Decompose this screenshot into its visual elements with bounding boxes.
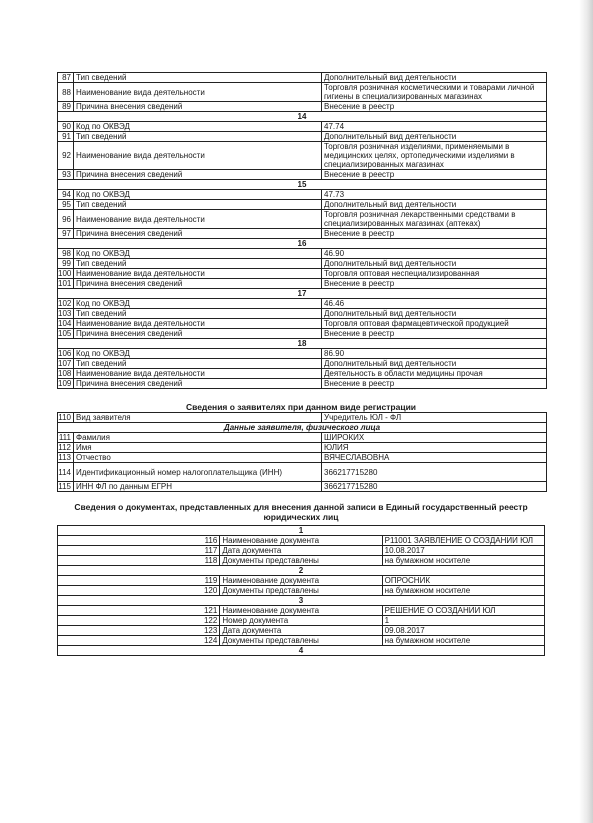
table-row (58, 279, 547, 289)
subsection-title: Данные заявителя, физического лица (58, 423, 547, 433)
section-number: 2 (58, 566, 545, 576)
section-number: 18 (58, 339, 547, 349)
section-number: 17 (58, 289, 547, 299)
field-name: Идентификационный номер налогоплательщика (ИНН) (74, 463, 322, 482)
table-row (58, 329, 547, 339)
row-number: 114 (58, 463, 74, 482)
field-value: 46.46 (322, 299, 547, 309)
section-number-row (58, 112, 547, 122)
field-value: Внесение в реестр (322, 170, 547, 180)
section-number-row (58, 596, 545, 606)
field-value: ВЯЧЕСЛАВОВНА (322, 453, 547, 463)
field-value: Р11001 ЗАЯВЛЕНИЕ О СОЗДАНИИ ЮЛ (382, 536, 544, 546)
row-number: 115 (58, 482, 74, 492)
row-number: 123 (58, 626, 220, 636)
field-value: Учредитель ЮЛ - ФЛ (322, 413, 547, 423)
field-value: Дополнительный вид деятельности (322, 73, 547, 83)
field-value: ШИРОКИХ (322, 433, 547, 443)
table-row (58, 269, 547, 279)
documents-table (57, 525, 545, 656)
table-row (58, 73, 547, 83)
table-row (58, 349, 547, 359)
section-number: 4 (58, 646, 545, 656)
field-name: ИНН ФЛ по данным ЕГРН (74, 482, 322, 492)
row-number: 93 (58, 170, 74, 180)
row-number: 90 (58, 122, 74, 132)
field-name: Фамилия (74, 433, 322, 443)
table-row (58, 536, 545, 546)
row-number: 103 (58, 309, 74, 319)
row-number: 98 (58, 249, 74, 259)
field-value: на бумажном носителе (382, 586, 544, 596)
applicants-table (57, 412, 547, 492)
field-value: 366217715280 (322, 482, 547, 492)
field-name: Документы представлены (220, 636, 382, 646)
row-number: 120 (58, 586, 220, 596)
field-value: Дополнительный вид деятельности (322, 359, 547, 369)
table-row (58, 576, 545, 586)
row-number: 97 (58, 229, 74, 239)
field-name: Тип сведений (74, 200, 322, 210)
field-name: Документы представлены (220, 586, 382, 596)
field-name: Наименование вида деятельности (74, 210, 322, 229)
table-row (58, 616, 545, 626)
field-value: 1 (382, 616, 544, 626)
row-number: 108 (58, 369, 74, 379)
section-number: 14 (58, 112, 547, 122)
field-name: Наименование вида деятельности (74, 369, 322, 379)
field-name: Код по ОКВЭД (74, 299, 322, 309)
activity-table (57, 72, 547, 389)
table-row (58, 626, 545, 636)
table-row (58, 190, 547, 200)
table-row (58, 556, 545, 566)
row-number: 99 (58, 259, 74, 269)
row-number: 88 (58, 83, 74, 102)
field-value: ЮЛИЯ (322, 443, 547, 453)
field-value: Торговля оптовая неспециализированная (322, 269, 547, 279)
row-number: 113 (58, 453, 74, 463)
field-name: Тип сведений (74, 73, 322, 83)
subsection-row (58, 423, 547, 433)
table-row (58, 586, 545, 596)
field-value: РЕШЕНИЕ О СОЗДАНИИ ЮЛ (382, 606, 544, 616)
section-number: 16 (58, 239, 547, 249)
field-value: 86.90 (322, 349, 547, 359)
table-row (58, 122, 547, 132)
field-value: Внесение в реестр (322, 279, 547, 289)
row-number: 117 (58, 546, 220, 556)
field-value: Дополнительный вид деятельности (322, 200, 547, 210)
field-value: Дополнительный вид деятельности (322, 309, 547, 319)
table-row (58, 636, 545, 646)
row-number: 109 (58, 379, 74, 389)
table-row (58, 229, 547, 239)
row-number: 112 (58, 443, 74, 453)
section-number-row (58, 180, 547, 190)
table-row (58, 453, 547, 463)
applicants-heading: Сведения о заявителях при данном виде регистрации (185, 402, 417, 412)
field-value: 10.08.2017 (382, 546, 544, 556)
field-value: ОПРОСНИК (382, 576, 544, 586)
row-number: 121 (58, 606, 220, 616)
row-number: 122 (58, 616, 220, 626)
field-name: Причина внесения сведений (74, 170, 322, 180)
field-name: Причина внесения сведений (74, 379, 322, 389)
table-row (58, 299, 547, 309)
field-name: Отчество (74, 453, 322, 463)
field-name: Тип сведений (74, 309, 322, 319)
table-row (58, 142, 547, 170)
field-value: на бумажном носителе (382, 636, 544, 646)
field-name: Документы представлены (220, 556, 382, 566)
field-value: Внесение в реестр (322, 379, 547, 389)
row-number: 104 (58, 319, 74, 329)
field-value: 46.90 (322, 249, 547, 259)
section-number-row (58, 339, 547, 349)
section-number-row (58, 526, 545, 536)
field-name: Наименование вида деятельности (74, 142, 322, 170)
table-row (58, 463, 547, 482)
table-row (58, 379, 547, 389)
table-row (58, 259, 547, 269)
field-name: Тип сведений (74, 259, 322, 269)
table-row (58, 546, 545, 556)
row-number: 119 (58, 576, 220, 586)
row-number: 105 (58, 329, 74, 339)
section-number-row (58, 239, 547, 249)
row-number: 106 (58, 349, 74, 359)
row-number: 116 (58, 536, 220, 546)
row-number: 100 (58, 269, 74, 279)
field-value: Торговля розничная косметическими и товарами личной гигиены в специализированных магазинах (322, 83, 547, 102)
field-name: Тип сведений (74, 359, 322, 369)
field-value: Внесение в реестр (322, 102, 547, 112)
row-number: 92 (58, 142, 74, 170)
field-name: Наименование вида деятельности (74, 83, 322, 102)
field-name: Код по ОКВЭД (74, 122, 322, 132)
table-row (58, 359, 547, 369)
field-name: Наименование вида деятельности (74, 269, 322, 279)
field-value: Дополнительный вид деятельности (322, 259, 547, 269)
field-value: 366217715280 (322, 463, 547, 482)
field-value: Торговля оптовая фармацевтической продукцией (322, 319, 547, 329)
table-row (58, 102, 547, 112)
section-number: 3 (58, 596, 545, 606)
field-name: Код по ОКВЭД (74, 349, 322, 359)
table-row (58, 606, 545, 616)
row-number: 91 (58, 132, 74, 142)
field-value: Дополнительный вид деятельности (322, 132, 547, 142)
registry-extract-page (57, 72, 545, 656)
table-row (58, 170, 547, 180)
row-number: 94 (58, 190, 74, 200)
table-row (58, 433, 547, 443)
table-row (58, 210, 547, 229)
field-name: Вид заявителя (74, 413, 322, 423)
field-value: Торговля розничная лекарственными средствами в специализированных магазинах (аптеках) (322, 210, 547, 229)
field-name: Причина внесения сведений (74, 279, 322, 289)
row-number: 89 (58, 102, 74, 112)
field-name: Код по ОКВЭД (74, 249, 322, 259)
field-name: Наименование документа (220, 606, 382, 616)
row-number: 101 (58, 279, 74, 289)
field-value: на бумажном носителе (382, 556, 544, 566)
row-number: 110 (58, 413, 74, 423)
row-number: 107 (58, 359, 74, 369)
row-number: 102 (58, 299, 74, 309)
table-row (58, 132, 547, 142)
field-name: Дата документа (220, 626, 382, 636)
table-row (58, 249, 547, 259)
table-row (58, 482, 547, 492)
row-number: 96 (58, 210, 74, 229)
section-number: 15 (58, 180, 547, 190)
field-value: 47.73 (322, 190, 547, 200)
field-value: Торговля розничная изделиями, применяемыми в медицинских целях, ортопедическими изделиями в специализированных магазинах (322, 142, 547, 170)
page-edge-shadow (579, 0, 593, 823)
table-row (58, 83, 547, 102)
field-name: Дата документа (220, 546, 382, 556)
row-number: 124 (58, 636, 220, 646)
field-name: Тип сведений (74, 132, 322, 142)
field-name: Код по ОКВЭД (74, 190, 322, 200)
row-number: 87 (58, 73, 74, 83)
field-name: Причина внесения сведений (74, 102, 322, 112)
section-number-row (58, 566, 545, 576)
row-number: 118 (58, 556, 220, 566)
table-row (58, 309, 547, 319)
section-number-row (58, 289, 547, 299)
field-value: 47.74 (322, 122, 547, 132)
field-name: Наименование документа (220, 576, 382, 586)
row-number: 95 (58, 200, 74, 210)
documents-heading: Сведения о документах, представленных для внесения данной записи в Единый государственный реестр юридических лиц (74, 502, 528, 522)
field-name: Причина внесения сведений (74, 329, 322, 339)
row-number: 111 (58, 433, 74, 443)
section-number: 1 (58, 526, 545, 536)
field-value: Внесение в реестр (322, 229, 547, 239)
table-row (58, 443, 547, 453)
field-value: Внесение в реестр (322, 329, 547, 339)
field-name: Причина внесения сведений (74, 229, 322, 239)
field-name: Номер документа (220, 616, 382, 626)
field-value: 09.08.2017 (382, 626, 544, 636)
field-name: Имя (74, 443, 322, 453)
table-row (58, 413, 547, 423)
section-number-row (58, 646, 545, 656)
field-name: Наименование документа (220, 536, 382, 546)
table-row (58, 200, 547, 210)
table-row (58, 319, 547, 329)
field-name: Наименование вида деятельности (74, 319, 322, 329)
table-row (58, 369, 547, 379)
field-value: Деятельность в области медицины прочая (322, 369, 547, 379)
